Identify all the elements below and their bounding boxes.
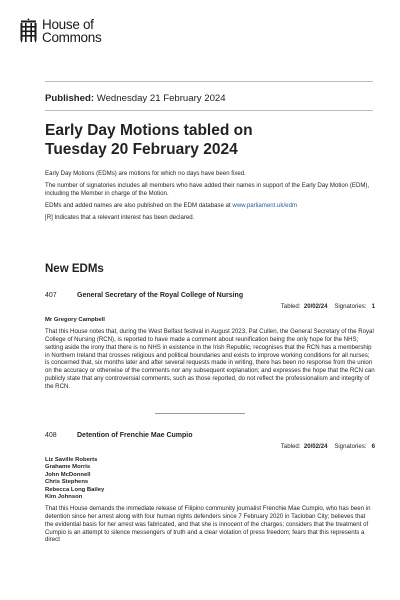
- intro-notes: [45, 170, 375, 226]
- tabled-label: Tabled:: [280, 303, 301, 310]
- logo-line-1: House of: [42, 17, 94, 32]
- signatories-count: 6: [371, 443, 375, 450]
- edm-number: 407: [45, 292, 57, 299]
- intro-paragraph: [R] Indicates that a relevant interest has been declared.: [45, 214, 195, 222]
- sponsor-name: John McDonnell: [45, 471, 91, 478]
- edm-entry: [45, 432, 375, 544]
- sponsor-name: Kim Johnson: [45, 494, 83, 501]
- signatories-label: Signatories:: [334, 303, 367, 310]
- portcullis-icon: [19, 18, 38, 44]
- top-divider: [45, 81, 373, 82]
- entry-separator: [155, 413, 245, 414]
- sponsor-name: Mr Gregory Campbell: [45, 317, 105, 323]
- edm-title: General Secretary of the Royal College of Nursing: [77, 292, 244, 299]
- edm-meta: [281, 303, 375, 310]
- tabled-label: Tabled:: [280, 443, 301, 450]
- tabled-date: 20/02/24: [303, 443, 328, 450]
- motion-text: That this House demands the immediate release of Filipino community journalist Frenchie Mae Cumpio, who has been in detention since her arrest along with four human rights defenders since 7 February 2020 in Tacloban City; believes that the evidential basis for her arrest was fabricated, and that she is innocent of the charges; considers that the treatment of Cumpio is an attempt to silence messengers of truth and a clear violation of press freedom; fears that this represents a direct: [45, 505, 371, 544]
- sponsor-name: Grahame Morris: [45, 464, 91, 471]
- edm-entry: [45, 292, 375, 390]
- intro-paragraph: The number of signatories includes all members who have added their names in support of the Early Day Motion (EDM), including the Member in charge of the Motion.: [45, 182, 370, 198]
- intro-paragraph: [45, 202, 375, 210]
- published-line: [45, 93, 226, 104]
- edm-meta: [281, 443, 375, 450]
- intro-database-text: EDMs and added names are also published on the EDM database at: [45, 202, 233, 210]
- house-of-commons-logo: [19, 18, 101, 44]
- sponsor-name: Chris Stephens: [45, 479, 89, 486]
- page-title-line-2: Tuesday 20 February 2024: [45, 141, 238, 158]
- published-date: Wednesday 21 February 2024: [96, 93, 226, 104]
- page-title-line-1: Early Day Motions tabled on: [45, 122, 253, 139]
- sponsor-list: [45, 457, 375, 501]
- sponsor-name: Liz Saville Roberts: [45, 457, 98, 463]
- intro-paragraph: Early Day Motions (EDMs) are motions for which no days have been fixed.: [45, 170, 246, 177]
- published-divider: [45, 110, 373, 111]
- logo-line-2: Commons: [42, 30, 102, 45]
- section-heading-new-edms: New EDMs: [45, 263, 104, 275]
- sponsor-name: Rebecca Long Bailey: [45, 486, 105, 493]
- published-label: Published:: [45, 93, 95, 104]
- sponsor-list: [45, 317, 375, 324]
- tabled-date: 20/02/24: [303, 303, 328, 310]
- signatories-count: 1: [371, 303, 375, 310]
- motion-text: That this House notes that, during the West Belfast festival in August 2023, Pat Cullen, the General Secretary of the Royal College of Nursing (RCN), is reported to have made a comment about reunification being the only hope for the NHS; setting aside the irony that there is no NHS in existence in the Irish Republic, recognises that the RCN has a membership in Northern Ireland that crosses religious and political boundaries and exists to improve working conditions for all nurses; is concerned that, six months later and after several requests made in writing, there has been no response from the union on the accuracy or otherwise of the comments nor any subsequent explanation; and expresses the hope that the RCN can publicly state that any controversial comments, such as those reported, do not reflect the professionalism and integrity of the RCN.: [45, 328, 375, 390]
- edm-database-link[interactable]: www.parliament.uk/edm: [232, 202, 298, 210]
- signatories-label: Signatories:: [334, 443, 367, 450]
- page-title: [45, 121, 375, 159]
- edm-number: 408: [45, 432, 57, 439]
- edm-title: Detention of Frenchie Mae Cumpio: [77, 432, 193, 439]
